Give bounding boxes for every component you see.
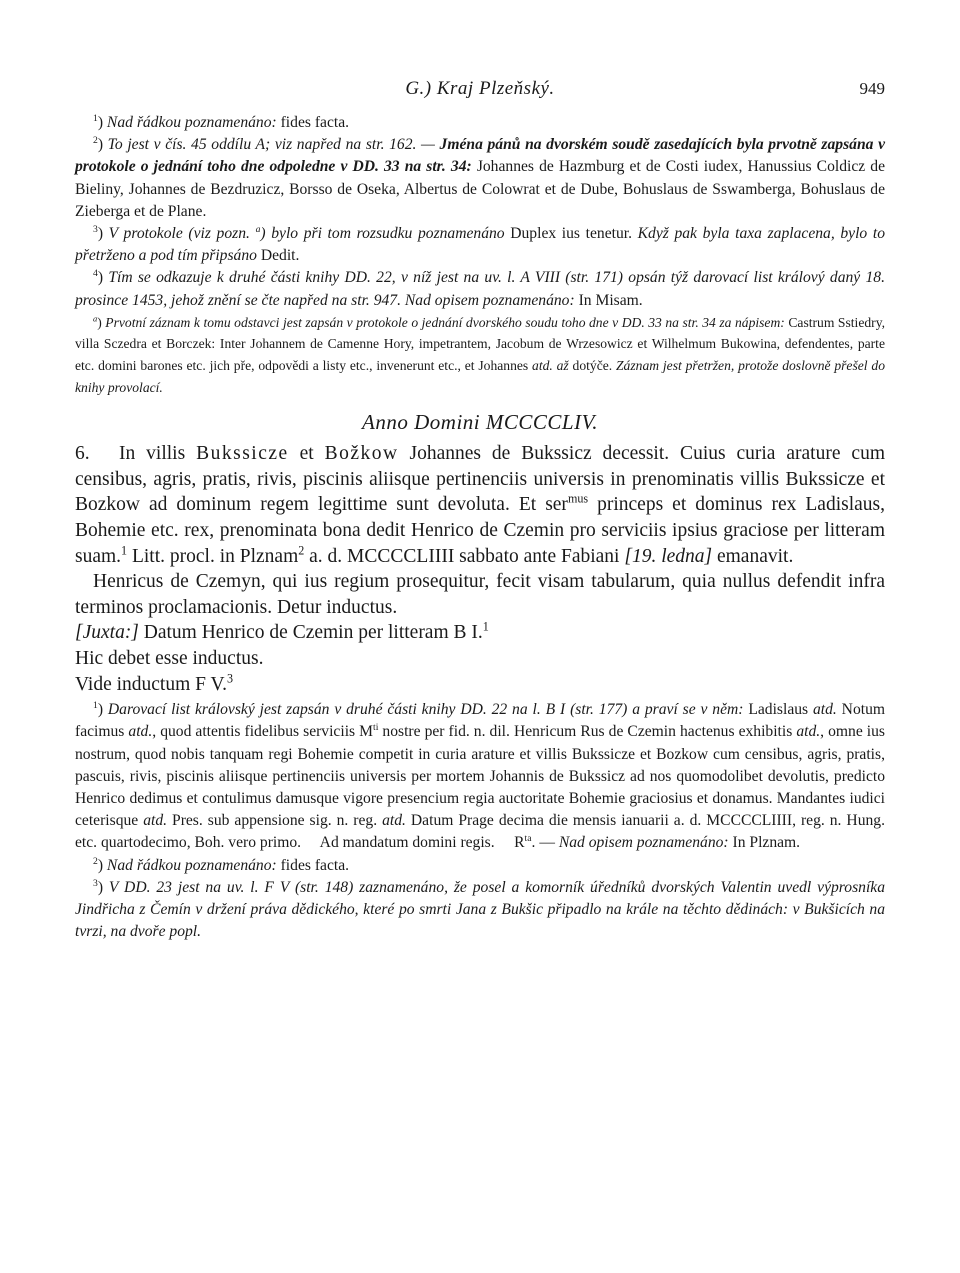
footnote-text: , omne ius nostrum, quod nobis tanquam regi Bohemie competit in curia arature et villis Bukssicze et Bozkow cum censibus, agris, pratis, pascuis, rivis, piscinis aliisque pertinenciis universis per mortem Johannis de Bukssicz ad nos quomodolibet devolutis, predicto Henrico dedimus et contulimus damusque vigore presencium regia auctoritate Bohemie graciosius et donamus. Mandantes iudici ceterisque	[75, 723, 886, 830]
footnote-italic: atd. až	[532, 358, 569, 374]
entry-text: Johannes de Bukssicz decessit. Cuius curia arature cum censibus, agris, pratis, rivis, piscinis aliisque pertinenciis universis in prenominatis villis Bukssicze et Bozkow ad dominum regem legittime sunt devoluta. Et ser	[75, 443, 885, 516]
footnote-label: Nad řádkou poznamenáno:	[106, 856, 277, 874]
book-page	[75, 78, 889, 943]
footnote-text: Notum facimus	[75, 701, 885, 741]
entry-text: a. d. MCCCCLIIII sabbato ante Fabiani	[304, 545, 625, 567]
footnote-text: Castrum Sstiedry, villa Sczedra et Borczek: Inter Johannem de Camenne Hory, impetrantem, Jacobum de Wrzesowicz et Wilhelmum Bukowina, defendentes, parte etc. domini barones etc. jich pře, odpovědi a listy etc., invenerunt etc., et Johannes	[75, 314, 886, 374]
page-header	[75, 78, 885, 112]
footnote-italic: Prvotní záznam k tomu odstavci jest zapsán v protokole o jednání dvorského soudu toho dne v DD. 33 na str. 34 za nápisem:	[105, 314, 785, 330]
entry-paragraph-3	[75, 620, 885, 646]
footnote-ref: a	[255, 223, 261, 235]
footnote-text: Datum Prage decima die mensis ianuarii a. d. MCCCCLIIII, reg. n. Hung. etc. quartodecimo, Boh. vero primo. Ad mandatum domini regis. R	[75, 812, 889, 852]
footnote-2: $^2$) To jest v čís. 45 oddílu A; viz napřed na str. 162. — Jména pánů na dvorském soudě zasedajících byla prvotně zapsána v protokole o jednání toho dne odpoledne v DD. 33 na str. 34: Johannes de Hazmburg et de Costi iudex, Hanussius Coldicz de Bieliny, Johannes de Bezdruzicz, Borsso de Oseka, Albertus de Colowrat et de Dube, Bohuslaus de Sswamberga, Bohuslaus de Zieberga et de Plane.	[75, 135, 885, 220]
place-name: Božkow	[324, 443, 399, 465]
footnote-text: dotýče.	[568, 358, 616, 374]
footnote-text: In Plznam.	[728, 834, 801, 852]
footnote-text: Pres. sub appensione sig. n. reg.	[167, 812, 383, 830]
footnote-text: Ladislaus	[743, 701, 813, 719]
entry-text: Datum Henrico de Czemin per litteram B I.	[138, 622, 483, 644]
footnote-mark: 2	[93, 855, 98, 867]
footnote-ref: 1	[482, 619, 489, 634]
footnote-label: Nad řádkou poznamenáno:	[106, 114, 277, 131]
footnote-text: Johannes de Hazmburg et de Costi iudex, Hanussius Coldicz de Bieliny, Johannes de Bezdruzicz, Borsso de Oseka, Albertus de Colowrat et de Dube, Bohuslaus de Sswamberga, Bohuslaus de Zieberga et de Plane.	[75, 158, 885, 220]
footnote-4: $^4$) Tím se odkazuje k druhé části knihy DD. 22, v níž jest na uv. l. A VIII (str. 171) opsán týž darovací list králový daný 18. prosince 1453, jehož znění se čte napřed na str. 947. Nad opisem poznamenáno: In Misam.	[75, 268, 886, 309]
footnote-text: nostre per fid. n. dil. Henricum Rus de Czemin hactenus exhibitis	[378, 723, 797, 741]
entry-paragraph-1	[75, 441, 885, 569]
editorial-note: [Juxta:]	[75, 622, 139, 644]
footnote-mark: 3	[93, 223, 98, 235]
footnote-italic: atd.	[128, 723, 153, 741]
footnote-italic: Záznam jest přetržen, protože doslovně přešel do knihy provolací.	[75, 358, 885, 395]
entry-text: et	[288, 443, 325, 465]
footnote-italic: atd.	[796, 723, 821, 741]
footnote-mark: 4	[93, 268, 98, 280]
footnote-italic: Tím se odkazuje k druhé části knihy DD. 22, v níž jest na uv. l. A VIII (str. 171) opsán týž darovací list králový daný 18. prosince 1453, jehož znění se čte napřed na str. 947. Nad opisem poznamenáno:	[75, 269, 886, 309]
footnote-italic: atd.	[382, 812, 406, 830]
superscript: ta	[524, 833, 532, 845]
entry-paragraph-4: Hic debet esse inductus.	[75, 647, 264, 669]
superscript: ti	[373, 722, 379, 734]
entry-paragraph-2: Henricus de Czemyn, qui ius regium prosequitur, fecit visam tabularum, quia nullus defendit infra terminos proclamacionis. Detur inductus.	[75, 571, 885, 618]
footnote-italic: V protokole (viz pozn.	[108, 225, 256, 243]
footnote-italic: Darovací list královský jest zapsán v druhé části knihy DD. 22 na l. B I (str. 177) a praví se v něm:	[107, 701, 744, 719]
footnote-ref: 3	[226, 671, 234, 686]
entry-text: princeps et dominus rex Ladislaus, Bohemie etc. rex, prenominata bona dedit Henrico de Czemin pro serviciis ipsius graciose per litteram suam.	[75, 494, 885, 567]
entry-text: Litt. procl. in Plznam	[127, 545, 299, 567]
footnote-a: $^a$) Prvotní záznam k tomu odstavci jest zapsán v protokole o jednání dvorského soudu toho dne v DD. 33 na str. 34 za nápisem: Castrum Sstiedry, villa Sczedra et Borczek: Inter Johannem de Camenne Hory, impetrantem, Jacobum de Wrzesowicz et Wilhelmum Bukowina, defendentes, parte etc. domini barones etc. jich pře, odpovědi a listy etc., invenerunt etc., et Johannes atd. až dotýče. Záznam jest přetržen, protože doslovně přešel do knihy provolací.	[75, 313, 886, 395]
footnote-text: fides facta.	[276, 856, 350, 874]
footnote-italic: atd.	[812, 701, 837, 719]
section-heading: Anno Domini MCCCCLIV.	[362, 410, 598, 435]
footnote-text: Dedit.	[256, 247, 300, 265]
footnote-mark: a	[93, 313, 98, 324]
lower-footnote-2: $^2$) Nad řádkou poznamenáno: fides facta.	[93, 855, 350, 874]
entry-text: In villis	[119, 443, 197, 465]
footnote-bold-note: Jména pánů na dvorském soudě zasedajících byla prvotně zapsána v protokole o jednání toho dne odpoledne v DD. 33 na str. 34:	[75, 136, 885, 176]
footnote-italic: atd.	[143, 812, 168, 830]
lower-footnote-3: $^3$) V DD. 23 jest na uv. l. F V (str. 148) zaznamenáno, že posel a komorník úředníků dvorských Valentin uvedl výprosníka Jindřicha z Čemín v držení práva dědického, které po smrti Jana z Bukšic připadlo na krále na těchto dědinách: v Bukšicích na tvrzi, na dvoře popl.	[75, 877, 885, 941]
footnote-text: In Misam.	[574, 291, 643, 309]
entry-paragraph-5	[75, 672, 885, 698]
footnote-text: fides facta.	[276, 114, 350, 131]
entry-text: emanavit.	[712, 545, 794, 567]
superscript: mus	[567, 491, 589, 506]
entry-text: Vide inductum F V.	[75, 673, 227, 695]
entry-number: 6.	[75, 443, 90, 465]
footnote-mark: 1	[93, 112, 98, 124]
running-title: G.) Kraj Plzeňský.	[405, 78, 555, 99]
footnote-3: $^3$) V protokole (viz pozn. $^a$) bylo při tom rozsudku poznamenáno Duplex ius tenetur. Když pak byla taxa zaplacena, bylo to přetrženo a pod tím připsáno Dedit.	[75, 223, 885, 265]
lower-footnote-1: $^1$) Darovací list královský jest zapsán v druhé části knihy DD. 22 na l. B I (str. 177) a praví se v něm: Ladislaus atd. Notum facimus atd., quod attentis fidelibus serviciis $M^{ti}$ nostre per fid. n. dil. Henricum Rus de Czemin hactenus exhibitis atd., omne ius nostrum, quod nobis tanquam regi Bohemie competit in curia arature et villis Bukssicze et Bozkow cum censibus, agris, pratis, pascuis, rivis, piscinis aliisque pertinenciis universis per mortem Johannis de Bukssicz ad nos quomodolibet devolutis, predicto Henrico dedimus et contulimus damusque vigore presencium regia auctoritate Bohemie graciosius et donamus. Mandantes iudici ceterisque atd. Pres. sub appensione sig. n. reg. atd. Datum Prage decima die mensis ianuarii a. d. MCCCCLIIII, reg. n. Hung. etc. quartodecimo, Boh. vero primo. Ad mandatum domini regis. $R^{ta}$. — Nad opisem poznamenáno: In Plznam.	[75, 699, 889, 852]
footnote-italic: V DD. 23 jest na uv. l. F V (str. 148) zaznamenáno, že posel a komorník úředníků dvorských Valentin uvedl výprosníka Jindřicha z Čemín v držení práva dědického, které po smrti Jana z Bukšic připadlo na krále na těchto dědinách: v Bukšicích na tvrzi, na dvoře popl.	[75, 878, 885, 941]
footnote-mark: 1	[93, 699, 98, 711]
editorial-date: [19. ledna]	[624, 545, 713, 567]
footnote-1: $^1$) Nad řádkou poznamenáno: fides facta.	[93, 112, 350, 131]
place-name: Bukssicze	[196, 443, 289, 465]
footnote-text: , quod attentis fidelibus serviciis M	[152, 723, 374, 741]
footnote-text: . —	[531, 834, 559, 852]
footnote-mark: 2	[93, 135, 98, 147]
footnote-italic: Když pak byla taxa zaplacena, bylo to přetrženo a pod tím připsáno	[75, 225, 885, 265]
footnote-mark: 3	[93, 877, 98, 889]
footnote-text: Duplex ius tenetur.	[504, 225, 638, 243]
footnote-italic: Nad opisem poznamenáno:	[558, 834, 729, 852]
page-number: 949	[859, 79, 885, 98]
footnote-ref: 1	[121, 543, 128, 558]
footnote-italic: ) bylo při tom rozsudku poznamenáno	[260, 225, 505, 243]
footnote-intro: To jest v čís. 45 oddílu A; viz napřed na str. 162. —	[107, 136, 440, 154]
footnote-ref: 2	[298, 543, 305, 558]
